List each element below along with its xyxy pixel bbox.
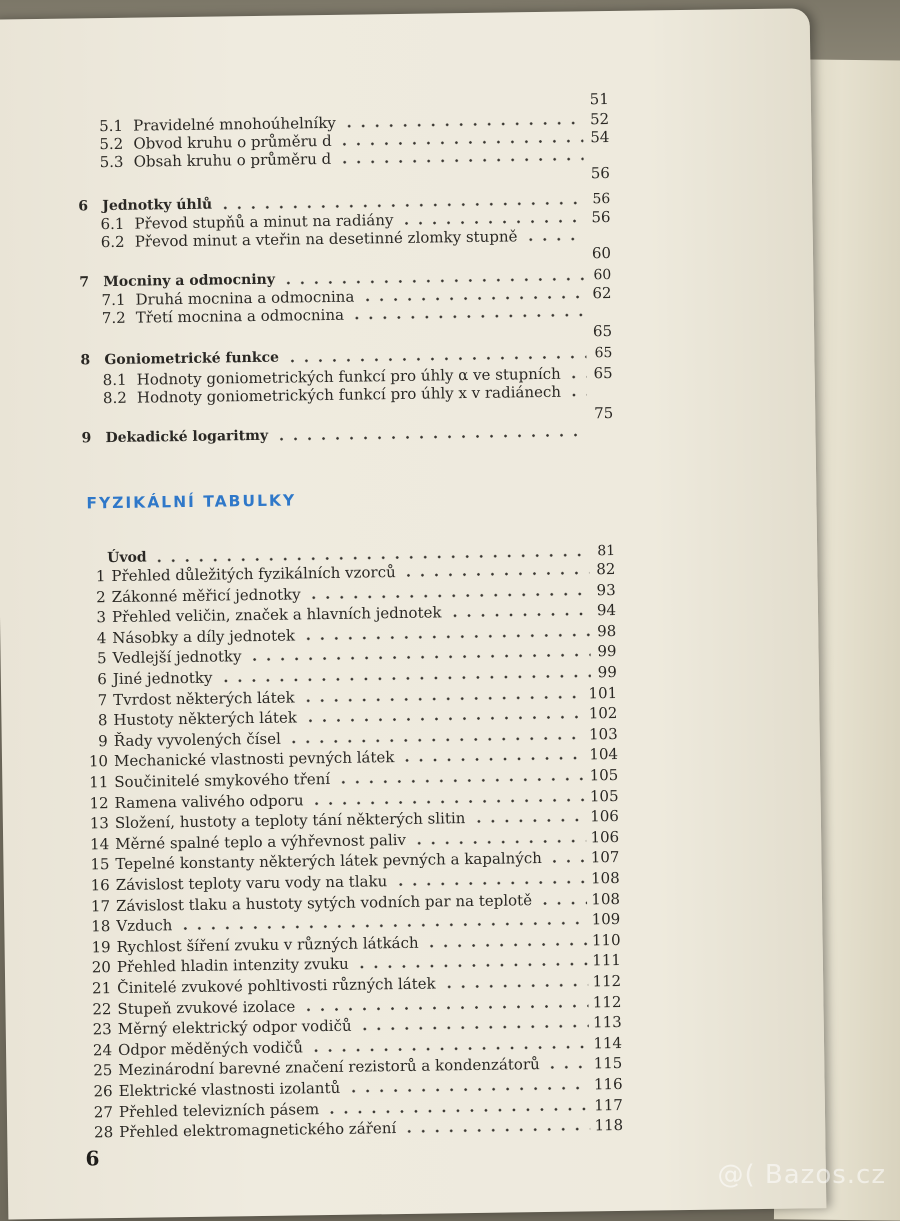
dot-leader	[303, 716, 585, 723]
toc-page: 112	[593, 992, 622, 1012]
toc-title: Druhá mocnina a odmocnina	[135, 287, 354, 310]
toc-title: Mezinárodní barevné značení rezistorů a kondenzátorů	[118, 1054, 540, 1080]
dot-leader	[285, 355, 586, 362]
dot-leader	[358, 1025, 590, 1031]
toc-number: 5.3	[100, 152, 134, 172]
toc-number: 8	[80, 350, 104, 370]
toc-page: 60	[589, 265, 611, 285]
toc-number: 9	[86, 731, 108, 751]
toc-page: 60	[589, 243, 611, 263]
dot-leader	[425, 942, 588, 947]
toc-title: Vzduch	[116, 915, 172, 936]
toc-title: Zákonné měřicí jednotky	[112, 584, 301, 607]
toc-title: Elektrické vlastnosti izolantů	[118, 1078, 340, 1101]
toc-number: 5	[84, 648, 106, 668]
toc-title: Přehled televizních pásem	[119, 1099, 319, 1122]
toc-number: 5.1	[99, 116, 133, 136]
dot-leader	[546, 1066, 590, 1070]
table-of-contents	[0, 8, 826, 1219]
dot-leader	[400, 757, 585, 763]
toc-page: 103	[589, 724, 618, 744]
toc-page: 108	[591, 889, 620, 909]
toc-title: Hustoty některých látek	[113, 708, 297, 731]
dot-leader	[567, 393, 587, 396]
toc-title: Ramena valivého odporu	[114, 790, 303, 813]
toc-number: 13	[87, 813, 109, 833]
toc-title: Složení, hustoty a teploty tání některých slitin	[115, 808, 466, 833]
toc-number: 6	[78, 196, 102, 216]
toc-title: Obvod kruhu o průměru d	[133, 131, 332, 154]
dot-leader	[301, 1004, 588, 1011]
toc-title: Dekadické logaritmy	[105, 426, 268, 448]
toc-title: Přehled elektromagnetického záření	[119, 1118, 396, 1142]
toc-title: Tvrdost některých látek	[113, 687, 295, 710]
toc-number: 8.1	[103, 370, 137, 390]
toc-page: 105	[590, 786, 619, 806]
dot-leader	[338, 139, 584, 145]
toc-title: Přehled hladin intenzity zvuku	[117, 954, 349, 977]
toc-number: 6.2	[101, 232, 135, 252]
section-heading-physics: FYZIKÁLNÍ TABULKY	[86, 491, 296, 512]
toc-title: Jiné jednotky	[113, 668, 213, 689]
toc-number: 26	[90, 1081, 112, 1101]
toc-number: 10	[86, 751, 108, 771]
toc-page: 65	[590, 343, 612, 363]
toc-page: 101	[588, 683, 617, 703]
toc-number: 3	[84, 607, 106, 627]
toc-page: 81	[593, 541, 615, 561]
dot-leader	[337, 157, 584, 163]
toc-page: 52	[587, 109, 609, 129]
page-number: 6	[85, 1146, 99, 1170]
toc-page: 56	[588, 207, 610, 227]
toc-number: 6	[85, 669, 107, 689]
toc-title: Hodnoty goniometrických funkcí pro úhly α ve stupních	[137, 364, 561, 390]
toc-page: 115	[594, 1053, 623, 1073]
toc-page: 75	[591, 403, 613, 423]
toc-title: Řady vyvolených čísel	[114, 728, 281, 750]
toc-page: 56	[588, 163, 610, 183]
dot-leader	[360, 295, 585, 301]
toc-number: 7.2	[102, 308, 136, 328]
toc-title: Převod stupňů a minut na radiány	[134, 210, 393, 234]
toc-number: 19	[88, 937, 110, 957]
dot-leader	[346, 1086, 590, 1092]
dot-leader	[523, 237, 584, 241]
toc-page: 113	[593, 1012, 622, 1032]
toc-page: 109	[592, 909, 621, 929]
toc-title: Třetí mocnina a odmocnina	[136, 305, 344, 328]
toc-number: 21	[89, 978, 111, 998]
dot-leader	[442, 983, 589, 988]
toc-page: 118	[594, 1115, 623, 1135]
toc-title: Hodnoty goniometrických funkcí pro úhly x v radiánech	[137, 382, 561, 408]
toc-title: Převod minut a vteřin na desetinné zlomky stupně	[135, 226, 518, 251]
toc-title: Mocniny a odmocniny	[103, 270, 275, 292]
toc-number: 7	[85, 690, 107, 710]
toc-page: 51	[587, 89, 609, 109]
toc-title: Součinitelé smykového tření	[114, 769, 330, 792]
toc-number: 11	[86, 772, 108, 792]
toc-number: 9	[81, 428, 105, 448]
toc-page: 102	[589, 703, 618, 723]
toc-page: 94	[594, 600, 616, 620]
toc-number: 1	[83, 566, 105, 586]
toc-page: 117	[594, 1095, 623, 1115]
dot-leader	[178, 922, 587, 931]
toc-page: 105	[589, 765, 618, 785]
toc-number: 25	[90, 1060, 112, 1080]
toc-page: 110	[592, 930, 621, 950]
toc-number: 22	[89, 999, 111, 1019]
toc-number: 5.2	[99, 134, 133, 154]
dot-leader	[325, 1107, 590, 1114]
dot-leader	[274, 433, 587, 440]
toc-number: 24	[90, 1040, 112, 1060]
toc-title: Činitelé zvukové pohltivosti různých látek	[117, 974, 436, 998]
dot-leader	[448, 613, 590, 618]
dot-leader	[309, 1045, 589, 1052]
toc-page: 106	[590, 827, 619, 847]
dot-leader	[307, 592, 590, 599]
watermark: @( Bazos.cz	[718, 1160, 887, 1190]
toc-title: Úvod	[107, 548, 147, 569]
dot-leader	[402, 1128, 590, 1134]
toc-number: 20	[89, 957, 111, 977]
toc-number: 8	[85, 710, 107, 730]
toc-number: 27	[91, 1102, 113, 1122]
toc-number: 7	[79, 272, 103, 292]
dot-leader	[350, 313, 586, 319]
toc-title: Násobky a díly jednotek	[112, 625, 295, 648]
toc-number: 16	[88, 875, 110, 895]
toc-page: 114	[593, 1033, 622, 1053]
toc-page: 116	[594, 1074, 623, 1094]
dot-leader	[567, 375, 587, 378]
toc-title: Měrný elektrický odpor vodičů	[118, 1016, 352, 1039]
toc-page: 106	[590, 806, 619, 826]
toc-page: 65	[591, 363, 613, 383]
dot-leader	[471, 819, 586, 824]
toc-title: Rychlost šíření zvuku v různých látkách	[116, 933, 418, 957]
toc-page: 107	[591, 847, 620, 867]
toc-page: 99	[594, 641, 616, 661]
dot-leader	[248, 654, 591, 662]
toc-title: Mechanické vlastnosti pevných látek	[114, 747, 395, 771]
toc-title: Stupeň zvukové izolace	[117, 996, 295, 1018]
toc-page: 98	[594, 621, 616, 641]
toc-title: Odpor měděných vodičů	[118, 1037, 303, 1060]
toc-page: 54	[587, 127, 609, 147]
toc-number: 6.1	[100, 214, 134, 234]
toc-number: 8.2	[103, 388, 137, 408]
dot-leader	[548, 860, 587, 864]
dot-leader	[412, 839, 587, 844]
toc-title: Tepelné konstanty některých látek pevných a kapalných	[115, 848, 542, 874]
toc-page: 62	[589, 283, 611, 303]
dot-leader	[538, 901, 587, 905]
toc-title: Obsah kruhu o průměru d	[134, 149, 332, 172]
toc-number: 28	[91, 1122, 113, 1142]
toc-number: 7.1	[101, 290, 135, 310]
toc-page: 99	[595, 662, 617, 682]
toc-page: 108	[591, 868, 620, 888]
toc-title: Měrné spalné teplo a výhřevnost paliv	[115, 830, 406, 854]
dot-leader	[310, 798, 586, 805]
book-page	[0, 8, 826, 1219]
dot-leader	[301, 695, 585, 702]
toc-title: Přehled důležitých fyzikálních vzorců	[111, 562, 396, 586]
dot-leader	[218, 674, 590, 682]
toc-number: 4	[84, 628, 106, 648]
toc-number: 12	[86, 793, 108, 813]
toc-number: 17	[88, 896, 110, 916]
toc-title: Vedlejší jednotky	[112, 647, 241, 669]
toc-title: Závislost teploty varu vody na tlaku	[116, 871, 388, 895]
dot-leader	[355, 963, 589, 969]
toc-page: 104	[589, 744, 618, 764]
toc-title: Závislost tlaku a hustoty sytých vodních par na teplotě	[116, 890, 532, 916]
dot-leader	[393, 880, 587, 886]
dot-leader	[336, 777, 586, 783]
toc-page: 82	[593, 559, 615, 579]
toc-page: 111	[592, 950, 621, 970]
toc-number: 2	[84, 587, 106, 607]
dot-leader	[399, 219, 584, 225]
toc-number: 15	[87, 854, 109, 874]
dot-leader	[342, 121, 583, 127]
toc-page: 65	[590, 321, 612, 341]
dot-leader	[301, 633, 590, 640]
toc-number: 18	[88, 916, 110, 936]
toc-number: 23	[90, 1019, 112, 1039]
toc-number: 14	[87, 834, 109, 854]
toc-page: 93	[594, 580, 616, 600]
toc-title: Jednotky úhlů	[102, 195, 212, 217]
toc-title: Přehled veličin, značek a hlavních jednotek	[112, 603, 442, 628]
dot-leader	[287, 736, 585, 743]
toc-title: Goniometrické funkce	[104, 348, 279, 370]
toc-title: Pravidelné mnohoúhelníky	[133, 113, 336, 136]
dot-leader	[402, 571, 590, 577]
toc-page: 56	[588, 189, 610, 209]
toc-page: 112	[592, 971, 621, 991]
